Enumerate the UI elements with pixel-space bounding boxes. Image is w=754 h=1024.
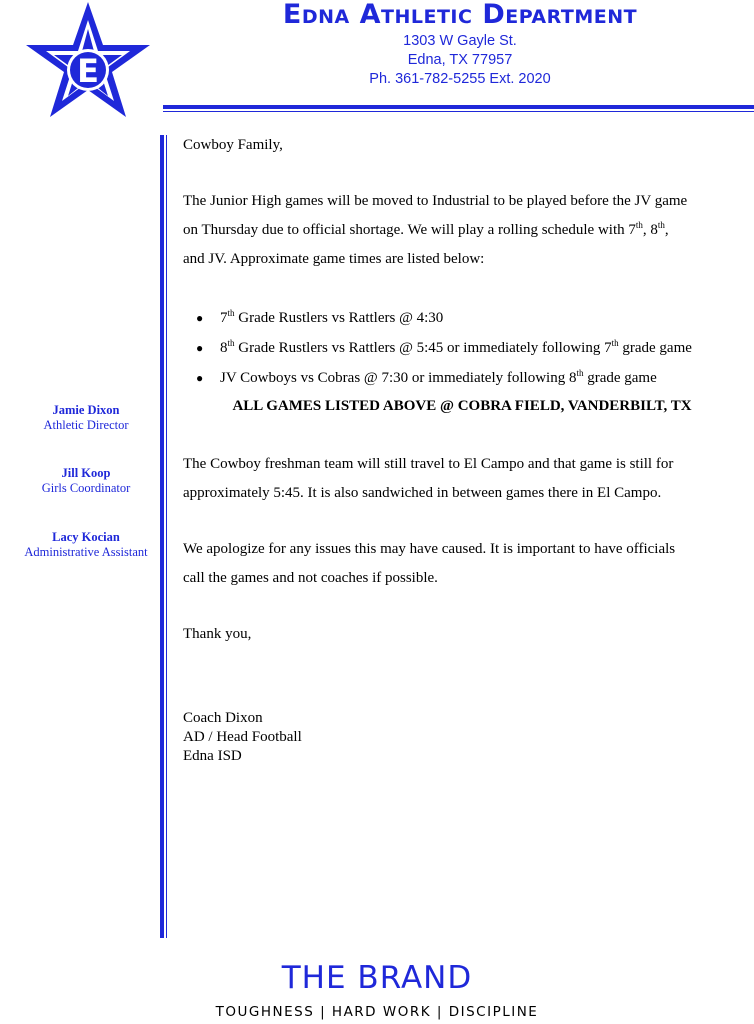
game-schedule-list [183,303,754,393]
header-rule [163,105,754,109]
address-line-2: Edna, TX 77957 [407,52,513,68]
staff-name: Jill Koop [61,466,111,480]
paragraph-line: on Thursday due to official shortage. We will play a rolling schedule with 7th, 8th, [183,220,669,238]
paragraph-line: call the games and not coaches if possible. [183,570,438,586]
brand-title: THE BRAND [281,960,473,996]
all-games-location: ALL GAMES LISTED ABOVE @ COBRA FIELD, VANDERBILT, TX [232,398,692,414]
staff-entry [0,466,172,496]
staff-entry [0,530,172,560]
list-item: ● 7th Grade Rustlers vs Rattlers @ 4:30 [196,308,444,326]
paragraph-line: and JV. Approximate game times are listed below: [183,251,485,267]
paragraph-line: approximately 5:45. It is also sandwiched in between games there in El Campo. [183,485,662,501]
paragraph-line: We apologize for any issues this may have caused. It is important to have officials [183,541,676,557]
closing: Thank you, [183,626,252,642]
signature-block [183,709,302,766]
signature-org: Edna ISD [183,748,242,764]
staff-role: Administrative Assistant [24,545,148,559]
department-title: Edna Athletic Department [282,0,638,30]
phone-line: Ph. 361-782-5255 Ext. 2020 [369,71,551,87]
paragraph-line: The Junior High games will be moved to Industrial to be played before the JV game [183,193,688,209]
list-item: ● 8th Grade Rustlers vs Rattlers @ 5:45 or immediately following 7th grade game [196,338,692,356]
list-item: ● JV Cowboys vs Cobras @ 7:30 or immediately following 8th grade game [196,368,657,386]
header-rule-thin [163,111,754,112]
staff-role: Athletic Director [43,418,129,432]
staff-role: Girls Coordinator [41,481,131,495]
staff-name: Jamie Dixon [52,403,120,417]
brand-motto: TOUGHNESS | HARD WORK | DISCIPLINE [215,1004,539,1020]
paragraph-1 [183,187,751,274]
paragraph-line: The Cowboy freshman team will still travel to El Campo and that game is still for [183,456,674,472]
paragraph-2 [183,450,751,508]
greeting: Cowboy Family, [183,137,283,153]
star-logo-icon [24,0,152,120]
signature-name: Coach Dixon [183,710,263,726]
paragraph-3 [183,535,751,593]
staff-entry [0,403,172,433]
signature-title: AD / Head Football [183,729,302,745]
staff-name: Lacy Kocian [52,530,120,544]
logo-letter: E [77,52,99,90]
address-line-1: 1303 W Gayle St. [403,33,517,49]
